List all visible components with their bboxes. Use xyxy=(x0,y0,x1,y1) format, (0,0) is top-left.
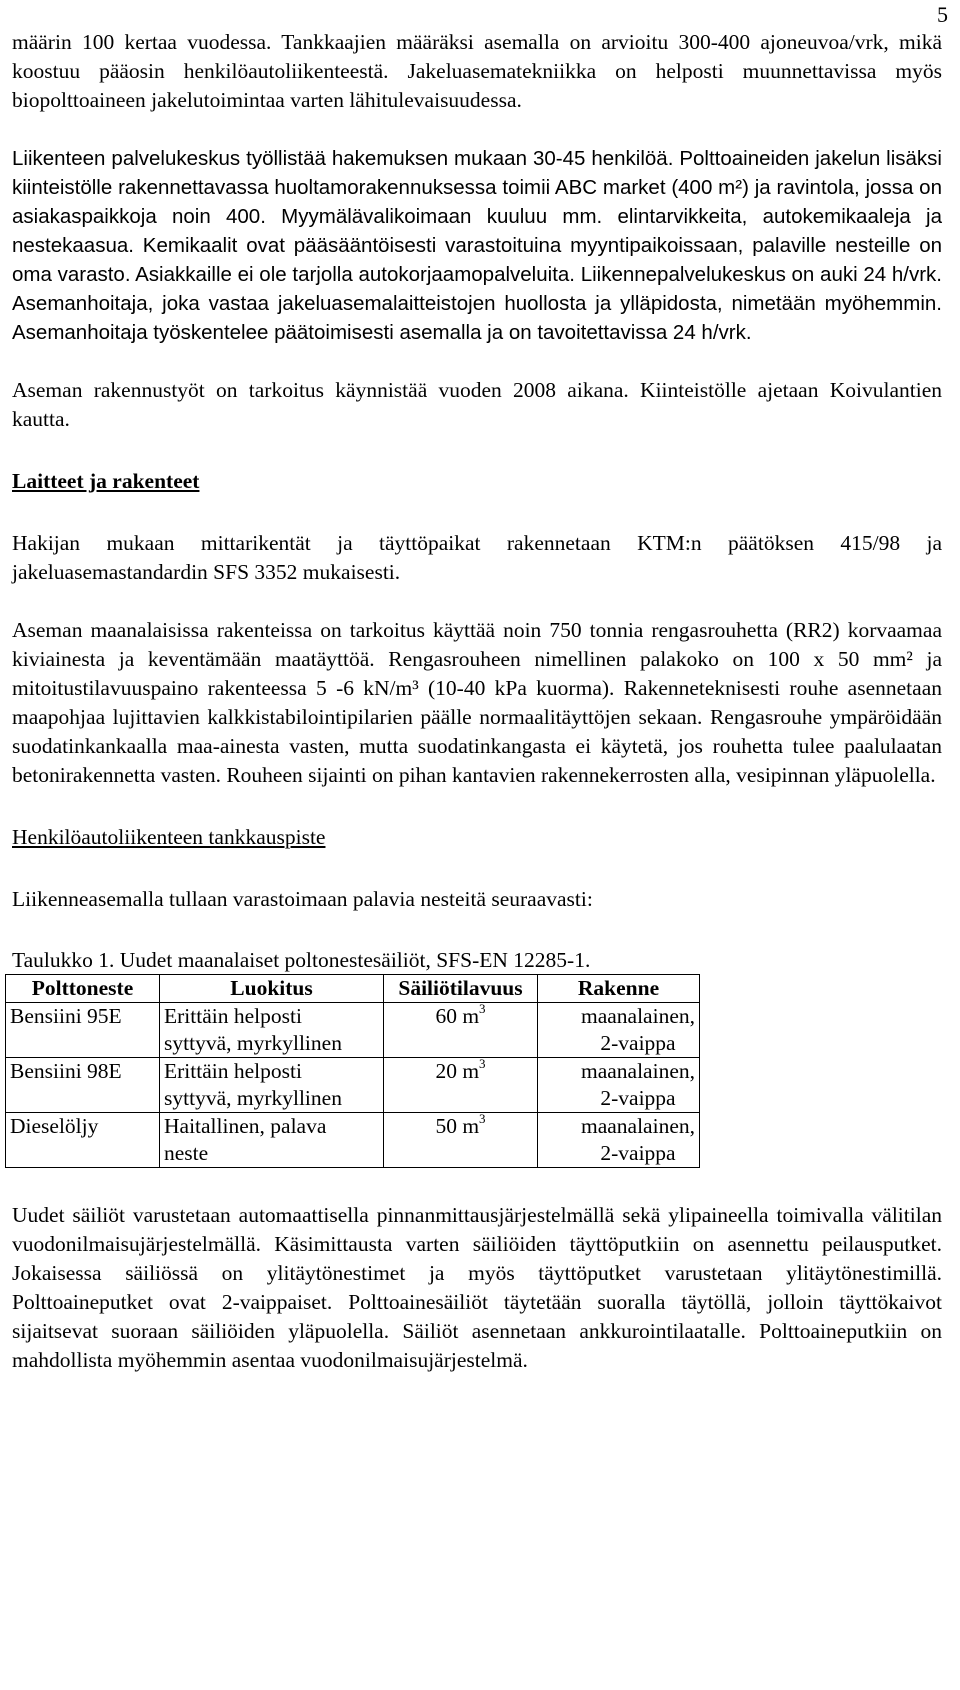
cell-structure: maanalainen, 2-vaippa xyxy=(538,1058,700,1113)
cell-volume: 50 $m^3$ xyxy=(384,1113,538,1168)
cell-fuel: Dieselöljy xyxy=(6,1113,160,1168)
fuel-tank-table xyxy=(5,974,700,1168)
cell-class: Erittäin helposti syttyvä, myrkyllinen xyxy=(160,1003,384,1058)
paragraph-tank-equipment: Uudet säiliöt varustetaan automaattisella pinnanmittausjärjestelmällä sekä ylipaineella toimivalla välitilan vuodonilmaisujärjestelmällä. Käsimittausta varten säiliöiden täyttöputkiin on asennettu peilausputket. Jokaisessa säiliössä on ylitäytönestimet ja myös täyttöputket varustetaan ylitäytönestimillä. Polttoaineputket ovat 2-vaippaiset. Polttoainesäiliöt täytetään suoralla täytöllä, jolloin täyttökaivot sijaitsevat suoraan säiliöiden yläpuolella. Säiliöt asennetaan ankkurointilaatalle. Polttoaineputkiin on mahdollista myöhemmin asentaa vuodonilmaisujärjestelmä. xyxy=(12,1203,942,1372)
paragraph-tire-shred: Aseman maanalaisissa rakenteissa on tarkoitus käyttää noin 750 tonnia rengasrouhetta (RR2) korvaamaa kiviainesta ja keventämään maatäyttöä. Rengasrouheen nimellinen palakoko on 100 x 50 mm² ja mitoitustilavuuspaino rakenteessa 5 -6 kN/m³ (10-40 kPa kuorma). Rakenneteknisesti rouhe asennetaan maapohjaa lujittavien kalkkistabilointipilarien päälle normaalitäyttöjen sekaan. Rengasrouhe ympäröidään suodatinkankaalla maa-ainesta vasten, mutta suodatinkangasta ei käytetä, jos rouhetta tulee paalulaatan betonirakennetta vasten. Rouheen sijainti on pihan kantavien rakennekerrosten alla, vesipinnan yläpuolella. xyxy=(12,618,942,787)
table-row xyxy=(6,1058,700,1113)
page-number: 5 xyxy=(937,2,948,27)
table-row xyxy=(6,1113,700,1168)
cell-structure: maanalainen, 2-vaippa xyxy=(538,1113,700,1168)
heading-refuel-point: Henkilöautoliikenteen tankkauspiste xyxy=(12,825,326,849)
header-volume: Säiliötilavuus xyxy=(384,975,538,1003)
header-class: Luokitus xyxy=(160,975,384,1003)
document-body xyxy=(12,28,942,1375)
header-structure: Rakenne xyxy=(538,975,700,1003)
cell-class: Erittäin helposti syttyvä, myrkyllinen xyxy=(160,1058,384,1113)
paragraph-intro: määrin 100 kertaa vuodessa. Tankkaajien määräksi asemalla on arvioitu 300-400 ajoneuvoa/vrk, mikä koostuu pääosin henkilöautoliikenteestä. Jakeluasematekniikka on helposti muunnettavissa myös biopolttoaineen jakelutoimintaa varten lähitulevaisuudessa. xyxy=(12,30,942,112)
header-fuel: Polttoneste xyxy=(6,975,160,1003)
table-caption: Taulukko 1. Uudet maanalaiset poltonestesäiliöt, SFS-EN 12285-1. xyxy=(12,948,591,972)
cell-fuel: Bensiini 98E xyxy=(6,1058,160,1113)
paragraph-standards: Hakijan mukaan mittarikentät ja täyttöpaikat rakennetaan KTM:n päätöksen 415/98 ja jakeluasemastandardin SFS 3352 mukaisesti. xyxy=(12,531,942,584)
paragraph-construction: Aseman rakennustyöt on tarkoitus käynnistää vuoden 2008 aikana. Kiinteistölle ajetaan Koivulantien kautta. xyxy=(12,378,942,431)
heading-equipment: Laitteet ja rakenteet xyxy=(12,469,200,493)
paragraph-storage-intro: Liikenneasemalla tullaan varastoimaan palavia nesteitä seuraavasti: xyxy=(12,887,593,911)
paragraph-service-center: Liikenteen palvelukeskus työllistää hakemuksen mukaan 30-45 henkilöä. Polttoaineiden jakelun lisäksi kiinteistölle rakennettavassa huoltamorakennuksessa toimii ABC market (400 m²) ja ravintola, jossa on asiakaspaikkoja noin 400. Myymälävalikoimaan kuuluu mm. elintarvikkeita, autokemikaaleja ja nestekaasua. Kemikaalit ovat pääsääntöisesti varastoituina myyntipaikoissaan, palaville nesteille on oma varasto. Asiakkaille ei ole tarjolla autokorjaamopalveluita. Liikennepalvelukeskus on auki 24 h/vrk. Asemanhoitaja, joka vastaa jakeluasemalaitteistojen huollosta ja ylläpidosta, nimetään myöhemmin. Asemanhoitaja työskentelee päätoimisesti asemalla ja on tavoitettavissa 24 h/vrk. xyxy=(12,147,942,344)
table-header-row xyxy=(6,975,700,1003)
table-row xyxy=(6,1003,700,1058)
cell-fuel: Bensiini 95E xyxy=(6,1003,160,1058)
cell-volume: 60 $m^3$ xyxy=(384,1003,538,1058)
cell-structure: maanalainen, 2-vaippa xyxy=(538,1003,700,1058)
cell-volume: 20 $m^3$ xyxy=(384,1058,538,1113)
cell-class: Haitallinen, palava neste xyxy=(160,1113,384,1168)
